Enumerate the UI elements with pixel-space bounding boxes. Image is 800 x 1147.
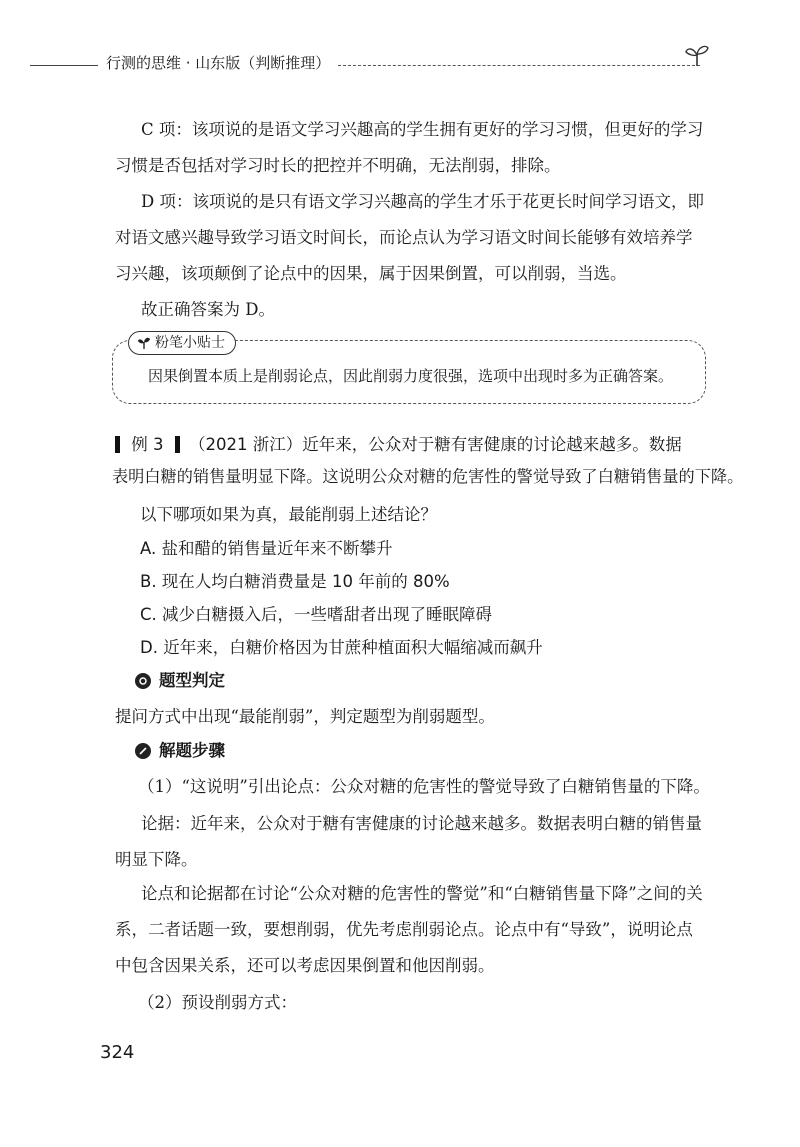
- example-heading: [115, 428, 682, 462]
- pen-icon: [135, 743, 151, 759]
- header-rule-left: [30, 65, 98, 66]
- option-b: B. 现在人均白糖消费量是 10 年前的 80%: [140, 572, 450, 591]
- example-bar-left: [115, 436, 120, 453]
- option-c-explanation: C 项：该项说的是语文学习兴趣高的学生拥有更好的学习习惯，但更好的学习习惯是否包括对学习时长的把控并不明确，无法削弱，排除。: [115, 120, 704, 175]
- tip-label: 粉笔小贴士: [155, 335, 225, 351]
- type-text: 提问方式中出现“最能削弱”，判定题型为削弱题型。: [115, 707, 495, 726]
- example-source: （2021 浙江）: [189, 435, 303, 454]
- option-d: D. 近年来，白糖价格因为甘蔗种植面积大幅缩减而飙升: [140, 638, 543, 657]
- example-label: 例 3: [131, 435, 164, 454]
- running-header: [30, 48, 710, 76]
- step1-text: （1）“这说明”引出论点：公众对糖的危害性的警觉导致了白糖销售量的下降。: [138, 777, 710, 796]
- gear-icon: [135, 673, 151, 689]
- option-a: A. 盐和醋的销售量近年来不断攀升: [140, 539, 393, 558]
- example-question: 以下哪项如果为真，最能削弱上述结论？: [140, 505, 437, 524]
- type-section-heading: [135, 666, 225, 696]
- evidence-text: 论据：近年来，公众对于糖有害健康的讨论越来越多。数据表明白糖的销售量明显下降。: [115, 814, 702, 869]
- page-number: 324: [100, 1042, 135, 1063]
- steps-section-heading: [135, 736, 225, 766]
- analysis-text: 论点和论据都在讨论“公众对糖的危害性的警觉”和“白糖销售量下降”之间的关系，二者话题一致，要想削弱，优先考虑削弱论点。论点中有“导致”，说明论点中包含因果关系，还可以考虑因果倒置和他因削弱。: [115, 884, 703, 975]
- example-stem-line2: 表明白糖的销售量明显下降。这说明公众对糖的危害性的警觉导致了白糖销售量的下降。: [112, 467, 744, 486]
- option-c: C. 减少白糖摄入后，一些嗜甜者出现了睡眠障碍: [140, 605, 493, 624]
- sprout-icon: [137, 336, 151, 350]
- header-rule-right: [338, 65, 700, 66]
- sprout-icon: [684, 42, 710, 68]
- example-bar-right: [175, 436, 180, 453]
- type-title: 题型判定: [159, 671, 225, 690]
- tip-badge: [128, 331, 236, 355]
- step2-text: （2）预设削弱方式：: [138, 993, 297, 1012]
- header-title: 行测的思维 · 山东版（判断推理）: [106, 54, 331, 72]
- tip-text: 因果倒置本质上是削弱论点，因此削弱力度很强，选项中出现时多为正确答案。: [148, 367, 674, 385]
- steps-title: 解题步骤: [159, 741, 225, 760]
- answer-line: 故正确答案为 D。: [141, 300, 275, 319]
- option-d-explanation: D 项：该项说的是只有语文学习兴趣高的学生才乐于花更长时间学习语文，即对语文感兴趣导致学习语文时间长，而论点认为学习语文时间长能够有效培养学习兴趣，该项颠倒了论点中的因果，属于因果倒置，可以削弱，当选。: [115, 192, 704, 283]
- example-stem-line1: 近年来，公众对于糖有害健康的讨论越来越多。数据: [302, 435, 682, 454]
